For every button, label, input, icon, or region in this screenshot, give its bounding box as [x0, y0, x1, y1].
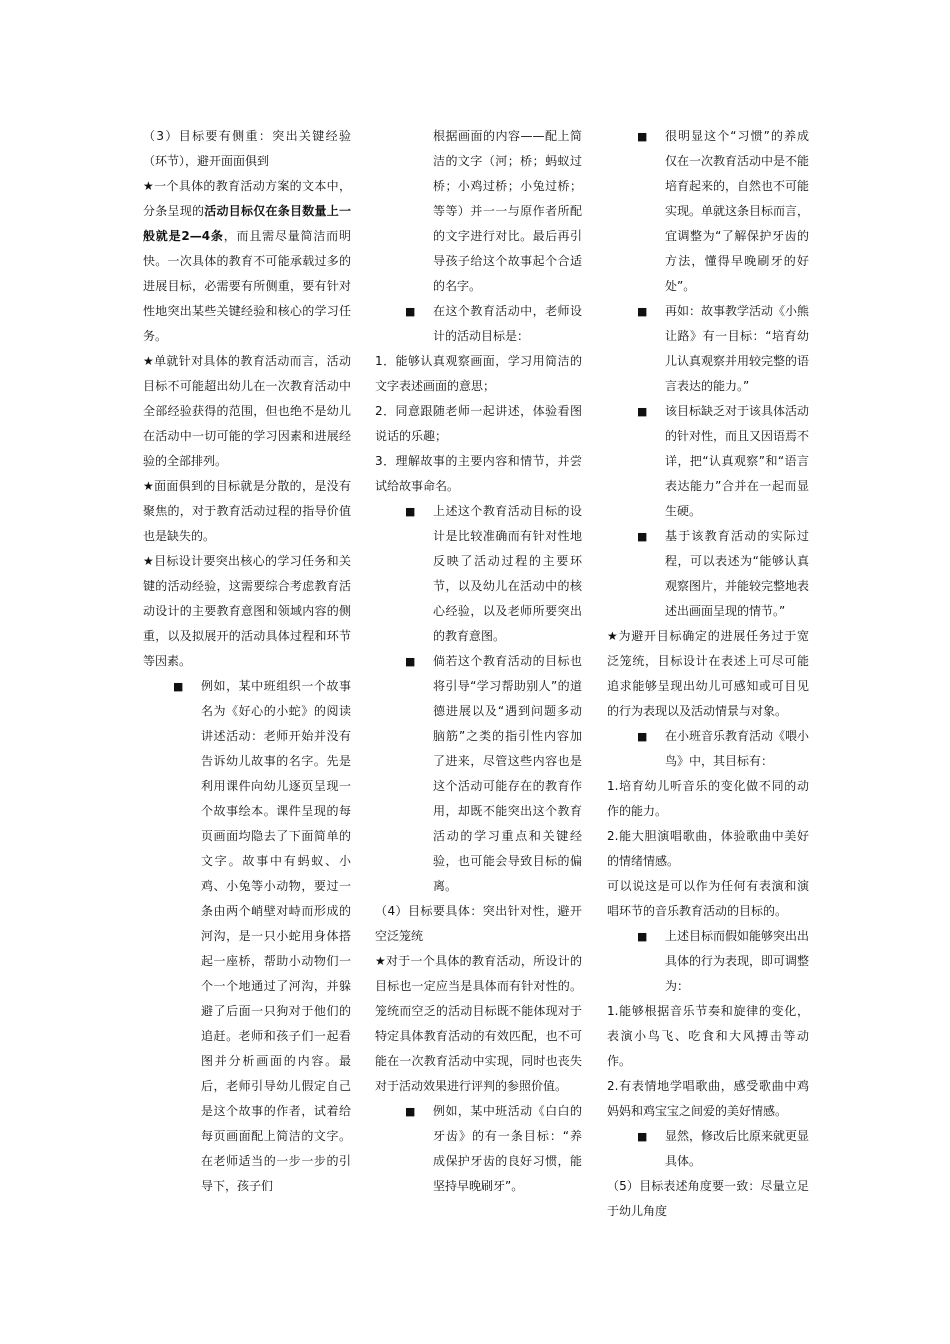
column-1 [143, 124, 351, 1199]
bullet-item: ■ 很明显这个“习惯”的养成仅在一次教育活动中是不能培育起来的，自然也不可能实现。单就这条目标而言，宜调整为“了解保护牙齿的方法，懂得早晚刷牙的好处”。 [607, 124, 809, 299]
column-2 [375, 124, 582, 1199]
bullet-square-icon: ■ [637, 305, 648, 318]
bullet-item: ■ 上述这个教育活动目标的设计是比较准确而有针对性地反映了活动过程的主要环节，以及幼儿在活动中的核心经验，以及老师所要突出的教育意图。 [375, 499, 582, 649]
bullet-continuation: 根据画面的内容——配上简洁的文字（河；桥；蚂蚁过桥；小鸡过桥；小兔过桥；等等）并一一与原作者所配的文字进行对比。最后再引导孩子给这个故事起个合适的名字。 [433, 129, 582, 293]
column-3 [607, 124, 809, 1224]
list-item: 1．能够认真观察画面，学习用简洁的文字表述画面的意思； [375, 354, 582, 393]
list-item: 2．同意跟随老师一起讲述，体验看图说话的乐趣； [375, 404, 582, 443]
list-item: 3．理解故事的主要内容和情节，并尝试给故事命名。 [375, 454, 582, 493]
bullet-item: ■ 倘若这个教育活动的目标也将引导“学习帮助别人”的道德进展以及“遇到问题多动脑筋”之类的指引性内容加了进来，尽管这些内容也是这个活动可能存在的教育作用，却既不能突出这个教育活动的学习重点和关键经验，也可能会导致目标的偏离。 [375, 649, 582, 899]
bullet-item: ■ 显然，修改后比原来就更显具体。 [607, 1124, 809, 1174]
list-item: 2.能大胆演唱歌曲，体验歌曲中美好的情绪情感。 [607, 829, 809, 868]
bullet-square-icon: ■ [405, 1105, 416, 1118]
paragraph: ★面面俱到的目标就是分散的，是没有聚焦的，对于教育活动过程的指导价值也是缺失的。 [143, 479, 351, 543]
bullet-square-icon: ■ [173, 680, 184, 693]
paragraph: ★一个具体的教育活动方案的文本中，分条呈现的活动目标仅在条目数量上一般就是2—4条，而且需尽量简洁而明快。一次具体的教育不可能承载过多的进展目标，必需要有所侧重，要有针对性地突出某些关键经验和核心的学习任务。 [143, 179, 351, 343]
bullet-square-icon: ■ [637, 930, 648, 943]
bullet-square-icon: ■ [637, 530, 648, 543]
paragraph: 可以说这是可以作为任何有表演和演唱环节的音乐教育活动的目标的。 [607, 879, 809, 918]
paragraph: ★目标设计要突出核心的学习任务和关键的活动经验，这需要综合考虑教育活动设计的主要教育意图和领域内容的侧重，以及拟展开的活动具体过程和环节等因素。 [143, 554, 351, 668]
section-heading-5: （5）目标表述角度要一致：尽量立足于幼儿角度 [607, 1179, 809, 1218]
section-heading-4: （4）目标要具体：突出针对性，避开空泛笼统 [375, 904, 582, 943]
bullet-item: ■ 在这个教育活动中，老师设计的活动目标是： [375, 299, 582, 349]
paragraph: ★为避开目标确定的进展任务过于宽泛笼统，目标设计在表述上可尽可能追求能够呈现出幼儿可感知或可目见的行为表现以及活动情景与对象。 [607, 629, 809, 718]
bullet-item: ■ 该目标缺乏对于该具体活动的针对性，而且又因语焉不详，把“认真观察”和“语言表达能力”合并在一起而显生硬。 [607, 399, 809, 524]
bullet-item: ■ 上述目标而假如能够突出出具体的行为表现，即可调整为： [607, 924, 809, 999]
section-heading-3: （3）目标要有侧重：突出关键经验（环节），避开面面俱到 [143, 129, 351, 168]
list-item: 2.有表情地学唱歌曲，感受歌曲中鸡妈妈和鸡宝宝之间爱的美好情感。 [607, 1079, 809, 1118]
bullet-item: ■ 例如，某中班活动《白白的牙齿》的有一条目标：“养成保护牙齿的良好习惯，能坚持早晚刷牙”。 [375, 1099, 582, 1199]
bold-emphasis: 活动目标仅在条目数量上一般就是2—4条 [143, 204, 351, 243]
bullet-square-icon: ■ [405, 655, 416, 668]
bullet-item: ■ 再如：故事教学活动《小熊让路》有一目标：“培育幼儿认真观察并用较完整的语言表达的能力。” [607, 299, 809, 399]
bullet-square-icon: ■ [637, 405, 648, 418]
bullet-square-icon: ■ [637, 1130, 648, 1143]
list-item: 1.培育幼儿听音乐的变化做不同的动作的能力。 [607, 779, 809, 818]
bullet-item: ■ 基于该教育活动的实际过程，可以表述为“能够认真观察图片，并能较完整地表述出画面呈现的情节。” [607, 524, 809, 624]
bullet-item: ■ 在小班音乐教育活动《喂小鸟》中，其目标有： [607, 724, 809, 774]
bullet-square-icon: ■ [637, 730, 648, 743]
bullet-square-icon: ■ [405, 505, 416, 518]
paragraph: ★对于一个具体的教育活动，所设计的目标也一定应当是具体而有针对性的。笼统而空乏的活动目标既不能体现对于特定具体教育活动的有效匹配，也不可能在一次教育活动中实现，同时也丧失对于活动效果进行评判的参照价值。 [375, 954, 582, 1093]
paragraph: ★单就针对具体的教育活动而言，活动目标不可能超出幼儿在一次教育活动中全部经验获得的范围，但也绝不是幼儿在活动中一切可能的学习因素和进展经验的全部排列。 [143, 354, 351, 468]
bullet-square-icon: ■ [637, 130, 648, 143]
bullet-item: ■ 例如，某中班组织一个故事名为《好心的小蛇》的阅读讲述活动：老师开始并没有告诉幼儿故事的名字。先是利用课件向幼儿逐页呈现一个故事绘本。课件呈现的每页画面均隐去了下面简单的文字。故事中有蚂蚁、小鸡、小兔等小动物，要过一条由两个峭壁对峙而形成的河沟，是一只小蛇用身体搭起一座桥，帮助小动物们一个一个地通过了河沟，并躲避了后面一只狗对于他们的追赶。老师和孩子们一起看图并分析画面的内容。最后，老师引导幼儿假定自己是这个故事的作者，试着给每页画面配上简洁的文字。在老师适当的一步一步的引导下，孩子们 [143, 674, 351, 1199]
bullet-square-icon: ■ [405, 305, 416, 318]
list-item: 1.能够根据音乐节奏和旋律的变化，表演小鸟飞、吃食和大风搏击等动作。 [607, 1004, 809, 1068]
